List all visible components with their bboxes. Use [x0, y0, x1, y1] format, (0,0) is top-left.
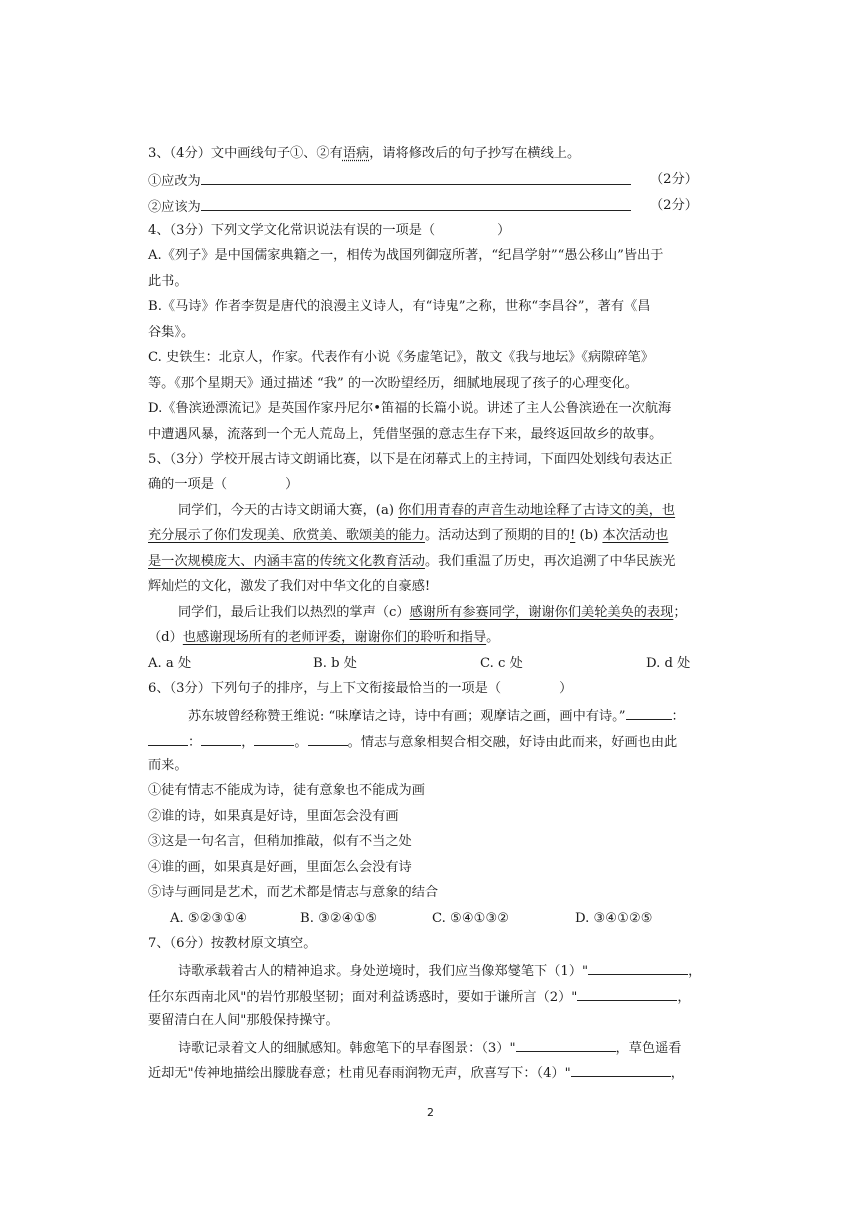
q6-option-a[interactable]: A. ⑤②③①④	[170, 911, 248, 926]
q6-text-line3: 而来。	[148, 758, 188, 773]
q6-sentence-3: ③这是一句名言，但稍加推敲，似有不当之处	[148, 834, 412, 849]
q4-stem-text: 4、（3分）下列文学文化常识说法有误的一项是（	[148, 223, 436, 238]
q7-text: 诗歌承载着古人的精神追求。身处逆境时，我们应当像郑燮笔下（1）"	[178, 964, 589, 979]
answer-blank[interactable]	[254, 732, 294, 746]
q5-text: 同学们，今天的古诗文朗诵大赛，(a)	[178, 503, 399, 518]
q6-sentence-4: ④谁的画，如果真是好画，里面怎么会没有诗	[148, 860, 412, 875]
q5-stem-line2	[148, 476, 298, 494]
q6-option-c[interactable]: C. ⑤④①③②	[432, 911, 510, 926]
q4-option-a-line1: A.《列子》是中国儒家典籍之一，相传为战国列御寇所著，“纪昌学射”“愚公移山”皆出于	[148, 248, 664, 263]
q3-stem-wavy: 语病	[342, 146, 370, 161]
q5-underlined-mark: !	[570, 528, 576, 543]
q5-passage-line1	[178, 502, 675, 520]
q5-text: 。我们重温了历史，再次追溯了中华民族光	[424, 554, 676, 569]
page-number: 2	[427, 1106, 434, 1119]
q3-stem-text: 3、（4分）文中画线句子①、②有	[148, 146, 343, 161]
q5-option-d[interactable]: D. d 处	[646, 656, 691, 671]
q3-line2-label: ②应该为	[148, 200, 201, 215]
q5-underlined-a-cont: 充分展示了你们发现美、欣赏美、歌颂美的能力	[148, 528, 425, 543]
q5-text: 。活动达到了预期的目的	[424, 528, 570, 543]
q5-option-c[interactable]: C. c 处	[480, 656, 523, 671]
q5-text: (b)	[575, 528, 603, 543]
q5-stem2-text: 确的一项是（	[148, 477, 228, 492]
q5-option-b[interactable]: B. b 处	[313, 656, 357, 671]
q3-line1-score: （2分）	[650, 172, 698, 187]
answer-blank[interactable]	[588, 961, 688, 975]
q4-option-c-line1: C. 史铁生：北京人，作家。代表作有小说《务虚笔记》，散文《我与地坛》《病隙碎笔》	[148, 350, 654, 365]
answer-blank[interactable]	[201, 171, 631, 185]
q4-stem	[148, 222, 510, 240]
q7-line1	[178, 961, 701, 981]
q6-punct: ，	[241, 735, 255, 750]
q5-text: （d）	[148, 630, 183, 645]
q3-line1-label: ①应改为	[148, 174, 201, 189]
q6-punct: ：	[671, 709, 685, 724]
q3-answer-line-2	[148, 197, 631, 217]
q4-option-b-line2: 谷集》。	[148, 325, 195, 340]
q4-option-d-line1: D.《鲁滨逊漂流记》是英国作家丹尼尔•笛福的长篇小说。讲述了主人公鲁滨逊在一次航海	[148, 401, 672, 416]
q4-option-b-line1: B.《马诗》作者李贺是唐代的浪漫主义诗人，有“诗鬼”之称，世称“李昌谷”，著有《昌	[148, 299, 651, 314]
q6-option-b[interactable]: B. ③②④①⑤	[300, 911, 378, 926]
q3-answer-line-1	[148, 171, 631, 191]
answer-blank[interactable]	[626, 706, 672, 720]
q7-text: ，草色遥看	[615, 1041, 682, 1056]
q5-passage-line4: 辉灿烂的文化，激发了我们对中华文化的自豪感!	[148, 579, 431, 594]
q5-underlined-b-cont: 是一次规模庞大、内涵丰富的传统文化教育活动	[148, 554, 425, 569]
q4-stem-close: ）	[497, 223, 511, 238]
answer-blank[interactable]	[201, 197, 631, 211]
q5-text: 。	[486, 630, 500, 645]
q3-stem-text-end: ，请将修改后的句子抄写在横线上。	[369, 146, 581, 161]
q4-option-a-line2: 此书。	[148, 274, 188, 289]
q5-underlined-b: 本次活动也	[602, 528, 669, 543]
q5-underlined-c: 感谢所有参赛同学，谢谢你们美轮美奂的表现	[409, 605, 674, 620]
q5-underlined-a: 你们用青春的声音生动地诠释了古诗文的美，也	[398, 503, 676, 518]
q4-option-c-line2: 等。《那个星期天》通过描述 “我” 的一次盼望经历，细腻地展现了孩子的心理变化。	[148, 376, 639, 391]
q7-punct: ，	[688, 964, 702, 979]
q7-text: 诗歌记录着文人的细腻感知。韩愈笔下的早春图景：（3）"	[178, 1041, 516, 1056]
q5-passage-line5	[178, 604, 687, 622]
q5-text: ；	[673, 605, 687, 620]
q7-text: 任尔东西南北风"的岩竹那般坚韧；面对利益诱惑时，要如于谦所言（2）"	[148, 990, 578, 1005]
q6-punct: 。	[294, 735, 308, 750]
q5-passage-line2	[148, 527, 668, 545]
answer-blank[interactable]	[571, 1063, 671, 1077]
q6-stem-close: ）	[559, 681, 573, 696]
q5-text: 同学们，最后让我们以热烈的掌声（c）	[178, 605, 410, 620]
q3-line2-score: （2分）	[650, 198, 698, 213]
q7-punct: ，	[677, 990, 691, 1005]
q7-line5	[148, 1063, 684, 1083]
q6-stem	[148, 680, 572, 698]
q6-punct: ：	[188, 735, 202, 750]
q6-text-line1	[188, 706, 685, 726]
q6-sentence-1: ①徒有情志不能成为诗，徒有意象也不能成为画	[148, 783, 425, 798]
q3-stem	[148, 145, 580, 163]
q6-text: 。情志与意象相契合相交融，好诗由此而来，好画也由此	[347, 735, 678, 750]
q6-stem-text: 6、（3分）下列句子的排序，与上下文衔接最恰当的一项是（	[148, 681, 502, 696]
q7-line3: 要留清白在人间"那般保持操守。	[148, 1013, 339, 1028]
q6-option-d[interactable]: D. ③④①②⑤	[575, 911, 653, 926]
q6-quote: 苏东坡曾经称赞王维说: “味摩诘之诗，诗中有画；观摩诘之画，画中有诗。”	[188, 709, 626, 724]
q7-punct: ，	[670, 1066, 684, 1081]
q7-line4	[178, 1038, 681, 1058]
q5-stem2-close: ）	[285, 477, 299, 492]
q7-stem: 7、（6分）按教材原文填空。	[148, 936, 317, 951]
q5-passage-line6	[148, 629, 499, 647]
answer-blank[interactable]	[201, 732, 241, 746]
answer-blank[interactable]	[516, 1038, 616, 1052]
q6-text-line2	[148, 732, 677, 752]
answer-blank[interactable]	[148, 732, 188, 746]
q6-sentence-5: ⑤诗与画同是艺术，而艺术都是情志与意象的结合	[148, 885, 439, 900]
q7-line2	[148, 987, 691, 1007]
answer-blank[interactable]	[308, 732, 348, 746]
q5-option-a[interactable]: A. a 处	[148, 656, 192, 671]
q5-stem-line1: 5、（3分）学校开展古诗文朗诵比赛，以下是在闭幕式上的主持词，下面四处划线句表达正	[148, 452, 673, 467]
q7-text: 近却无"传神地描绘出朦胧春意；杜甫见春雨润物无声，欣喜写下：（4）"	[148, 1066, 571, 1081]
q5-passage-line3	[148, 553, 676, 571]
q6-sentence-2: ②谁的诗，如果真是好诗，里面怎会没有画	[148, 809, 399, 824]
q4-option-d-line2: 中遭遇风暴，流落到一个无人荒岛上，凭借坚强的意志生存下来，最终返回故乡的故事。	[148, 427, 663, 442]
q5-underlined-d: 也感谢现场所有的老师评委，谢谢你们的聆听和指导	[182, 630, 487, 645]
answer-blank[interactable]	[577, 987, 677, 1001]
